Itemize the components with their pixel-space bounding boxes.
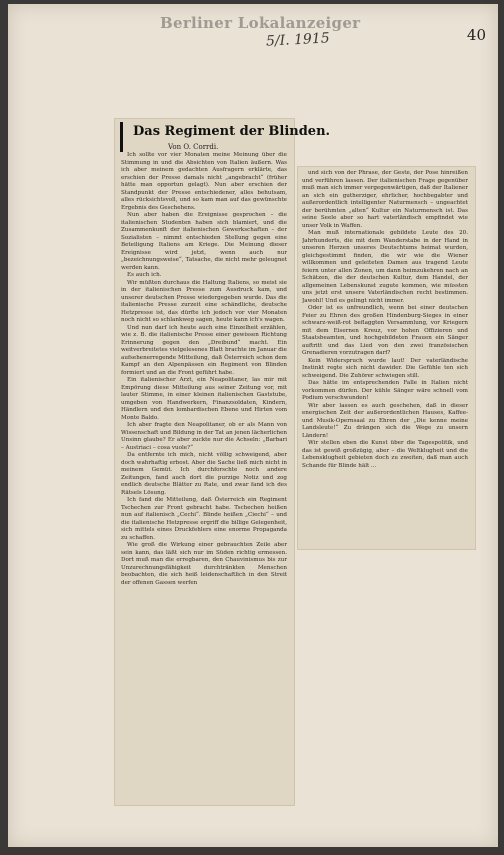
paragraph: Ich aber fragte den Neapolitaner, ob er als Mann von Wissenschaft und Bildung in der Tat an jenen lächerlichen Unsinn glaube? Er aber zuckte nur die Achseln: „Barbari – Austriaci – cosa vuole?“ <box>121 422 287 451</box>
paragraph: und sich von der Phrase, der Geste, der Pose hinreißen und verführen lassen. Der italienischen Frage gegenüber muß man sich immer vergegenwärtigen, daß der Italiener an sich ein gutherziger, ehrlicher, hochbegabter und außerordentlich intelligenter Naturmensch – ungeachtet der berühmten „alten“ Kultur ein Naturmensch ist. Das seine Seele aber so hart vaterländisch empfindet wie unser Volk in Waffen. <box>302 170 468 229</box>
article-title: Das Regiment der Blinden. <box>133 124 331 139</box>
paragraph: Wir stellen eben die Kunst über die Tagespolitik, und das ist gewiß großzügig, aber – die Weltklugheit und die Lebensklugheit gebieten doch zu zweiten, daß man auch Schande für Blinde hält ... <box>302 440 468 469</box>
article-body-right <box>302 170 468 544</box>
paragraph: Kein Widerspruch wurde laut! Der vaterländische Instinkt regte sich nicht dawider. Die Gefühle ten sich schweigend. Die Zuhörer schwiegen still. <box>302 357 468 379</box>
paragraph: Und nun darf ich heute auch eine Einzelheit erzählen, wie z. B. die italienische Presse einer gewissen Richtung Erinnerung gegen den „Dreibund“ macht. Ein weitverbreitetes vielgelesenes Blatt brachte im Januar die aufsehenerregende Mitteilung, daß Österreich schon dem Kampf an den Alpenpässen ein Regiment von Blinden formiert und an die Front geführt habe. <box>121 324 287 376</box>
paragraph: Da entfernte ich mich, nicht völlig schweigend, aber doch wahrhaftig erbost. Aber die Sache ließ mich nicht in meinem Gemüt. Ich durchforschte noch andere Zeitungen, fand auch dort die purzige Notiz und zog endlich deutsche Blätter zu Rate, und zwar fand ich des Rätsels Lösung. <box>121 452 287 496</box>
page-number: 40 <box>466 26 486 44</box>
article-body-left <box>121 152 287 800</box>
paragraph: Es auch ich. <box>127 272 162 278</box>
paragraph: Wir aber lassen es auch geschehen, daß in dieser energischen Zeit der außerordentlichen Hauses, Kaffee- und Musik-Opernsaal zu Ehren der „Die kenne meine Landsleute!“ Zu drängen sich die Wege zu unsern Ländern! <box>302 402 468 439</box>
paragraph: Oder ist es unfreundlich, wenn bei einer deutschen Feier zu Ehren des großen Hindenburg-Sieges in einer schwarz-weiß-rot beflaggten Versammlung, vor Kriegern mit dem Eisernen Kreuz, vor hohen Offizieren und Staatsbeamten, und hochgebildeten Frauen ein Sänger auftritt und das Lied von den zwei französischen Grenadieren vorzutragen darf? <box>302 305 468 356</box>
paragraph: Das hätte im entsprechenden Falle in Italien nicht vorkommen dürfen. Der kühle Sänger wäre schnell vom Podium verschwunden! <box>302 380 468 401</box>
paragraph: Ich sollte vor vier Monaten meine Meinung über die Stimmung in und die Absichten von Italien äußern. Was ich aber meinem gedachten Ausfragern erklärte, das erschien der Presse damals nicht „angebracht“ (früher hätte man opportun gelagt). Nun aber erschien der Standpunkt der Presse entschiedener, alles behutsam, alles rücksichtsvoll, und so kam man auf das gewünschte Ergebnis des Geschehens. <box>121 152 287 211</box>
handwritten-date: 5/I. 1915 <box>265 30 331 50</box>
article-byline: Von O. Corrdi. <box>168 143 219 151</box>
paragraph: Man muß internationale gebildete Leute des 20. Jahrhunderts, die mit dem Wanderstabe in der Hand in unseren Herzen unseres Deutschtums heimat wurden, gleichgestimmt finden, die wir wie die Wiener willkommen und geleiteten Damen aus tragend Leute feiern unter allen Zonen, um dann heimzukehren nach an Schätzen, die der deutschen Kultur, dem Handel, der allgemeinen Lebenskunst zugute kommen, wie müssten uns jetzt erst unsere Vaterländischen recht bestimmen. Jawohl! Und es gelingt nicht immer. <box>302 230 468 304</box>
paragraph: Wie groß die Wirkung einer gebrauchten Zeile aber sein kann, das läßt sich nur im Süden richtig ermessen. Dort muß man die erregbaren, den Chauvinismus bis zur Unzurechnungsfähigkeit durchtränkten Menschen beobachten, die sich heiß leidenschaftlich in den Streit der offenen Gassen werfen <box>121 542 287 586</box>
title-rule <box>120 122 123 152</box>
paragraph: Ein italienischer Arzt, ein Neapolitaner, las mir mit Empörung diese Mitteilung aus seiner Zeitung vor, mit lauter Stimme, in einer kleinen italienischen Gaststube, umgeben von Handwerkern, Finanzsoldaten, Kindern, Händlern und den lombardischen Ebene und Hirten vom Monte Baldo. <box>121 377 287 421</box>
paragraph: Nun aber haben die Ereignisse gesprochen – die italienischen Studenten haben sich blamiert, und die Zusammenkunft der italienischen Gewerkschaften – der Sozialisten – nimmt entschieden Stellung gegen eine Beteiligung Italiens am Kriege. Die Meinung dieser Ereignisse wird jetzt, wenn auch nur „bezeichnungsweise“, Tatsache, die nicht mehr geleugnet werden kann. <box>121 212 287 271</box>
paragraph: Ich fand die Mitteilung, daß Österreich ein Regiment Tschechen zur Front gebracht habe. Tschechen heißen nun auf italienisch „Cechi“. Blinde heißen „Ciechi“ – und die italienische Hetzpresse ergriff die billige Gelegenheit, sich mittels eines Druckfehlers eine enorme Propaganda zu schaffen. <box>121 497 287 541</box>
newspaper-source-stamp: Berliner Lokalanzeiger <box>160 14 361 32</box>
paragraph: Wir müßten durchaus die Haltung Italiens, so meist sie in der italienischen Presse zum Ausdruck kam, und unserer deutschen Presse wiedergegeben wurde. Das die italienische Presse zurzeit eine schändliche, deutsche Hetzpresse ist, das dürfte ich jedoch vor vier Monaten noch nicht so schlankweg sagen, heute kann ich's wagen. <box>121 279 287 323</box>
